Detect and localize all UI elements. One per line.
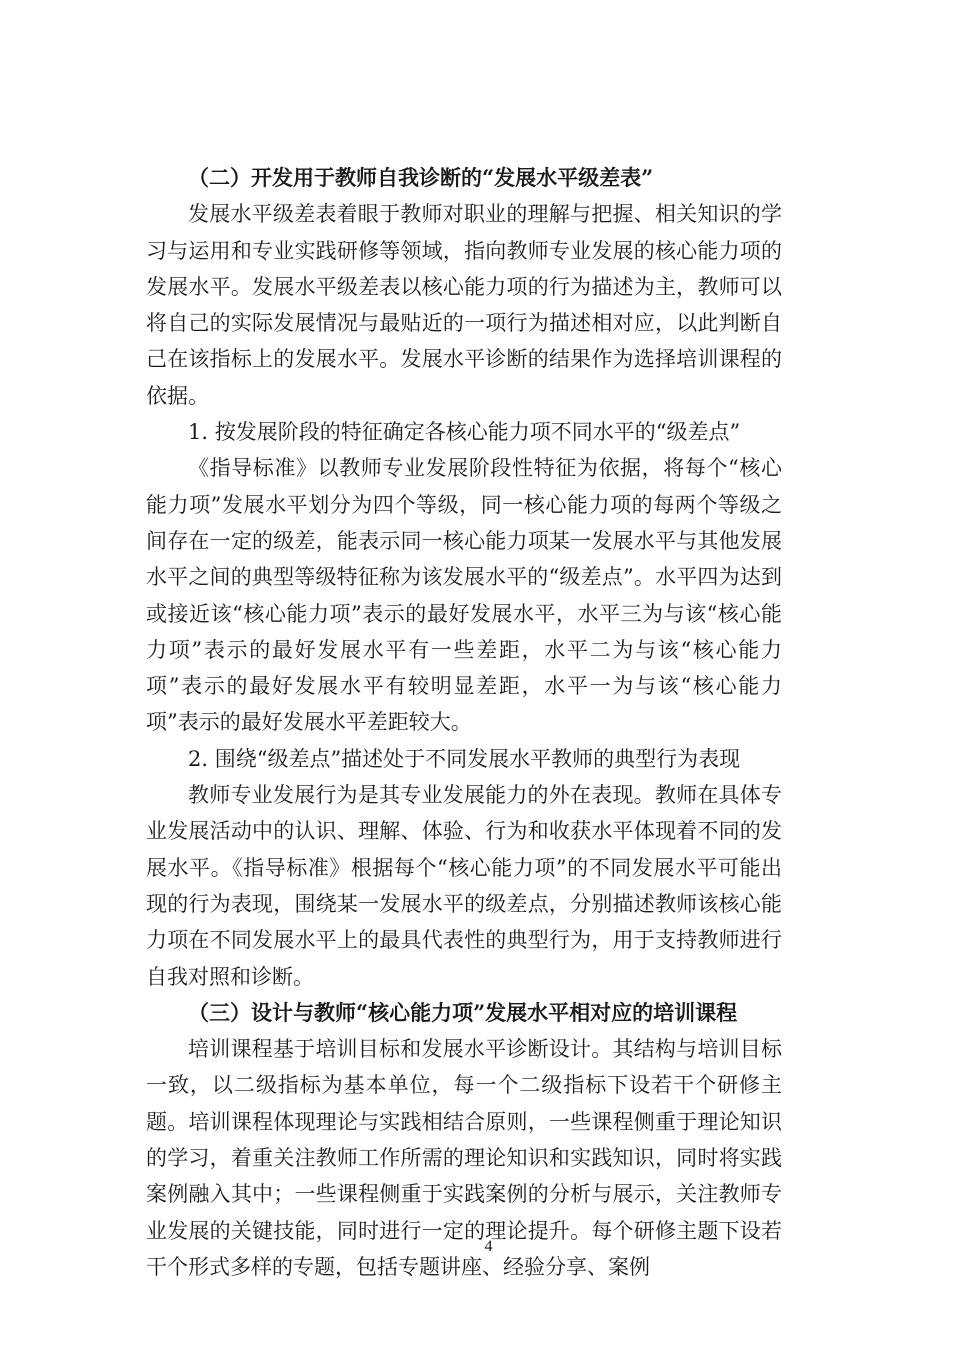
item-1-heading: 1. 按发展阶段的特征确定各核心能力项不同水平的“级差点” bbox=[188, 420, 741, 445]
section-2-paragraph: 发展水平级差表着眼于教师对职业的理解与把握、相关知识的学习与运用和专业实践研修等领域，指向教师专业发展的核心能力项的发展水平。发展水平级差表以核心能力项的行为描述为主，教师可以将自己的实际发展情况与最贴近的一项行为描述相对应，以此判断自己在该指标上的发展水平。发展水平诊断的结果作为选择培训课程的依据。 bbox=[146, 202, 782, 408]
item-2-heading: 2. 围绕“级差点”描述处于不同发展水平教师的典型行为表现 bbox=[188, 746, 741, 771]
item-1-paragraph: 《指导标准》以教师专业发展阶段性特征为依据，将每个“核心能力项”发展水平划分为四个等级，同一核心能力项的每两个等级之间存在一定的级差，能表示同一核心能力项某一发展水平与其他发展水平之间的典型等级特征称为该发展水平的“级差点”。水平四为达到或接近该“核心能力项”表示的最好发展水平，水平三为与该“核心能力项”表示的最好发展水平有一些差距，水平二为与该“核心能力项”表示的最好发展水平有较明显差距，水平一为与该“核心能力项”表示的最好发展水平差距较大。 bbox=[146, 456, 782, 735]
item-2-paragraph: 教师专业发展行为是其专业发展能力的外在表现。教师在具体专业发展活动中的认识、理解、体验、行为和收获水平体现着不同的发展水平。《指导标准》根据每个“核心能力项”的不同发展水平可能出现的行为表现，围绕某一发展水平的级差点，分别描述教师该核心能力项在不同发展水平上的最具代表性的典型行为，用于支持教师进行自我对照和诊断。 bbox=[146, 783, 782, 989]
section-2-heading: （二）开发用于教师自我诊断的“发展水平级差表” bbox=[188, 165, 654, 190]
page-number: 4 bbox=[484, 1238, 493, 1255]
section-3-heading: （三）设计与教师“核心能力项”发展水平相对应的培训课程 bbox=[188, 999, 738, 1025]
document-body bbox=[146, 160, 782, 1285]
section-3-paragraph: 培训课程基于培训目标和发展水平诊断设计。其结构与培训目标一致，以二级指标为基本单位，每一个二级指标下设若干个研修主题。培训课程体现理论与实践相结合原则，一些课程侧重于理论知识的学习，着重关注教师工作所需的理论知识和实践知识，同时将实践案例融入其中；一些课程侧重于实践案例的分析与展示，关注教师专业发展的关键技能，同时进行一定的理论提升。每个研修主题下设若干个形式多样的专题，包括专题讲座、经验分享、案例 bbox=[146, 1037, 782, 1279]
